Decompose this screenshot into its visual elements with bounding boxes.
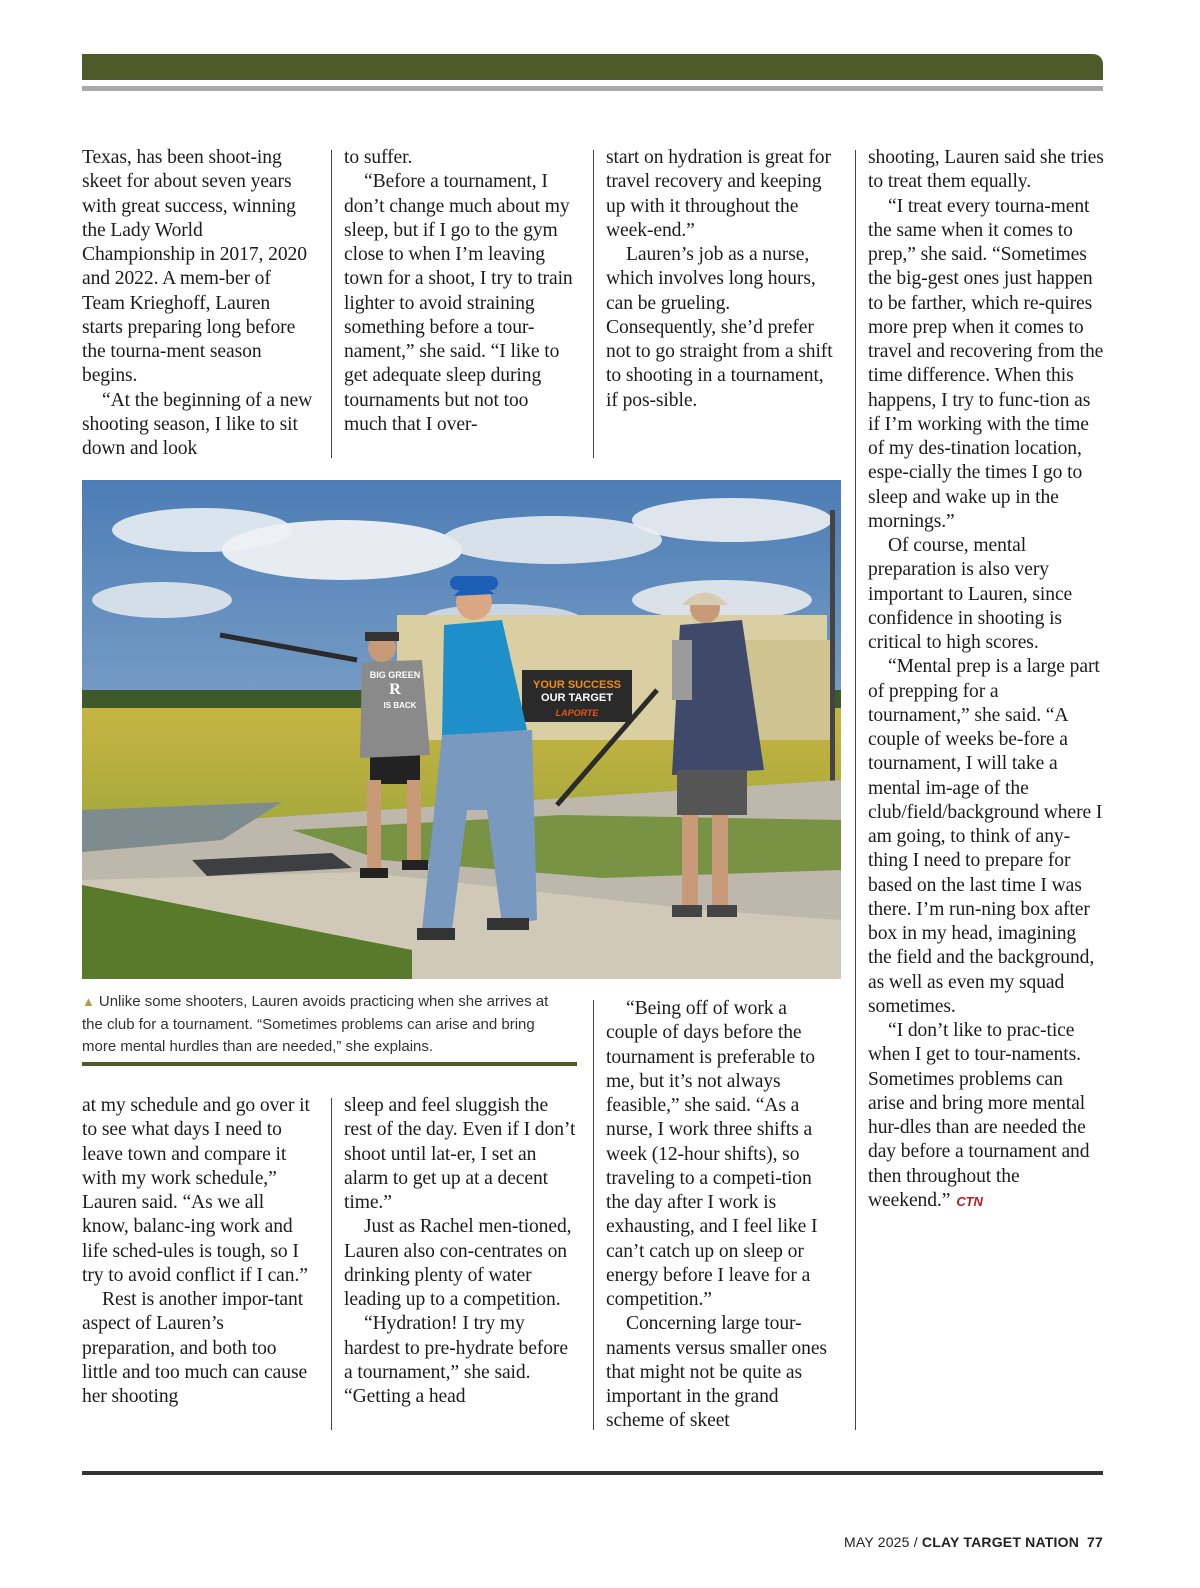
column-1-top xyxy=(82,146,314,461)
header-color-bar xyxy=(82,54,1103,80)
paragraph: “Hydration! I try my hardest to pre-hydrate before a tournament,” she said. “Getting a head xyxy=(344,1313,568,1407)
paragraph: at my schedule and go over it to see what days I need to leave town and compare it with my work schedule,” Lauren said. “As we all know, balanc-ing work and life sched-ules is tough, so I try to avoid conflict if I can.” xyxy=(82,1095,310,1286)
paragraph: start on hydration is great for travel recovery and keeping up with it throughout the week-end.” xyxy=(606,147,831,241)
header-rule xyxy=(82,86,1103,91)
column-2-top xyxy=(344,146,576,437)
sign-text: LAPORTE xyxy=(555,708,599,718)
column-divider xyxy=(593,1000,594,1430)
article-photo xyxy=(82,480,841,979)
caption-triangle-icon: ▲ xyxy=(82,994,95,1009)
footer-rule xyxy=(82,1471,1103,1475)
publication-name: CLAY TARGET NATION xyxy=(921,1534,1080,1550)
paragraph: Concerning large tour-naments versus smaller ones that might not be quite as important in the grand scheme of skeet xyxy=(606,1313,827,1432)
caption-rule xyxy=(82,1062,577,1066)
column-divider xyxy=(331,1098,332,1430)
column-divider xyxy=(331,150,332,458)
paragraph: Rest is another impor-tant aspect of Lauren’s preparation, and both too little and too much can cause her shooting xyxy=(82,1289,308,1407)
sign-text: OUR TARGET xyxy=(541,692,613,704)
column-3-top xyxy=(606,146,838,413)
paragraph: shooting, Lauren said she tries to treat them equally. xyxy=(868,147,1104,193)
paragraph: sleep and feel sluggish the rest of the day. Even if I don’t shoot until lat-er, I set an alarm to get up at a decent time.” xyxy=(344,1095,576,1213)
paragraph: Of course, mental preparation is also very important to Lauren, since confidence in shooting is critical to high scores. xyxy=(868,535,1073,653)
shirt-text: IS BACK xyxy=(383,701,417,710)
paragraph: “Mental prep is a large part of prepping for a tournament,” she said. “A couple of weeks be-fore a tournament, I will take a mental im-age of the club/field/background where I am going, to think of any-thing I need to prepare for based on the last time I was there. I’m run-ning box after box in my head, imagining the field and the background, as well as even my squad sometimes. xyxy=(868,656,1103,1017)
paragraph-text: “I don’t like to prac-tice when I get to tour-naments. Sometimes problems can arise and bring more mental hur-dles than are needed the day before a tournament and then throughout the weekend.” xyxy=(868,1020,1090,1211)
paragraph: “Being off of work a couple of days before the tournament is preferable to me, but it’s not always feasible,” she said. “As a nurse, I work three shifts a week (12-hour shifts), so traveling to a competi-tion the day after I work is exhausting, and I feel like I can’t catch up on sleep or energy before I leave for a competition.” xyxy=(606,998,818,1310)
paragraph: to suffer. xyxy=(344,147,413,168)
issue-date: MAY 2025 / xyxy=(843,1534,922,1550)
paragraph: “At the beginning of a new shooting season, I like to sit down and look xyxy=(82,389,313,459)
column-1-bottom xyxy=(82,1094,314,1409)
paragraph: Texas, has been shoot-ing skeet for about seven years with great success, winning the Lady World Championship in 2017, 2020 and 2022. A mem-ber of Team Krieghoff, Lauren starts preparing long before the tourna-ment season begins. xyxy=(82,147,307,387)
paragraph: Just as Rachel men-tioned, Lauren also con-centrates on drinking plenty of water leading up to a competition. xyxy=(344,1216,572,1310)
page-number: 77 xyxy=(1087,1534,1103,1550)
column-3-bottom xyxy=(606,997,838,1434)
shirt-text: R xyxy=(389,681,401,698)
sign-text: YOUR SUCCESS xyxy=(532,679,622,691)
column-2-bottom xyxy=(344,1094,576,1409)
paragraph xyxy=(868,1019,1104,1214)
paragraph: “I treat every tourna-ment the same when it comes to prep,” she said. “Sometimes the big-gest ones just happen to be farther, which re-quires more prep when it comes to travel and recovering from the time difference. When this happens, I try to func-tion as if I’m working with the time of my des-tination location, espe-cially the times I go to sleep and wake up in the mornings.” xyxy=(868,195,1104,532)
page-footer xyxy=(844,1534,1103,1550)
column-4 xyxy=(868,146,1104,1214)
caption-text: Unlike some shooters, Lauren avoids practicing when she arrives at the club for a tournament. “Sometimes problems can arise and bring more mental hurdles than are needed,” she explains. xyxy=(82,993,549,1055)
column-divider xyxy=(855,150,856,1430)
shirt-text: BIG GREEN xyxy=(369,670,421,680)
column-divider xyxy=(593,150,594,458)
paragraph: “Before a tournament, I don’t change much about my sleep, but if I go to the gym close to when I’m leaving town for a shoot, I try to train lighter to avoid straining something before a tour-nament,” she said. “I like to get adequate sleep during tournaments but not too much that I over- xyxy=(344,171,573,435)
photo-caption xyxy=(82,991,572,1059)
end-mark-logo: CTN xyxy=(956,1193,983,1209)
paragraph: Lauren’s job as a nurse, which involves long hours, can be grueling. Consequently, she’d prefer not to go straight from a shift to shooting in a tournament, if pos-sible. xyxy=(606,244,833,411)
